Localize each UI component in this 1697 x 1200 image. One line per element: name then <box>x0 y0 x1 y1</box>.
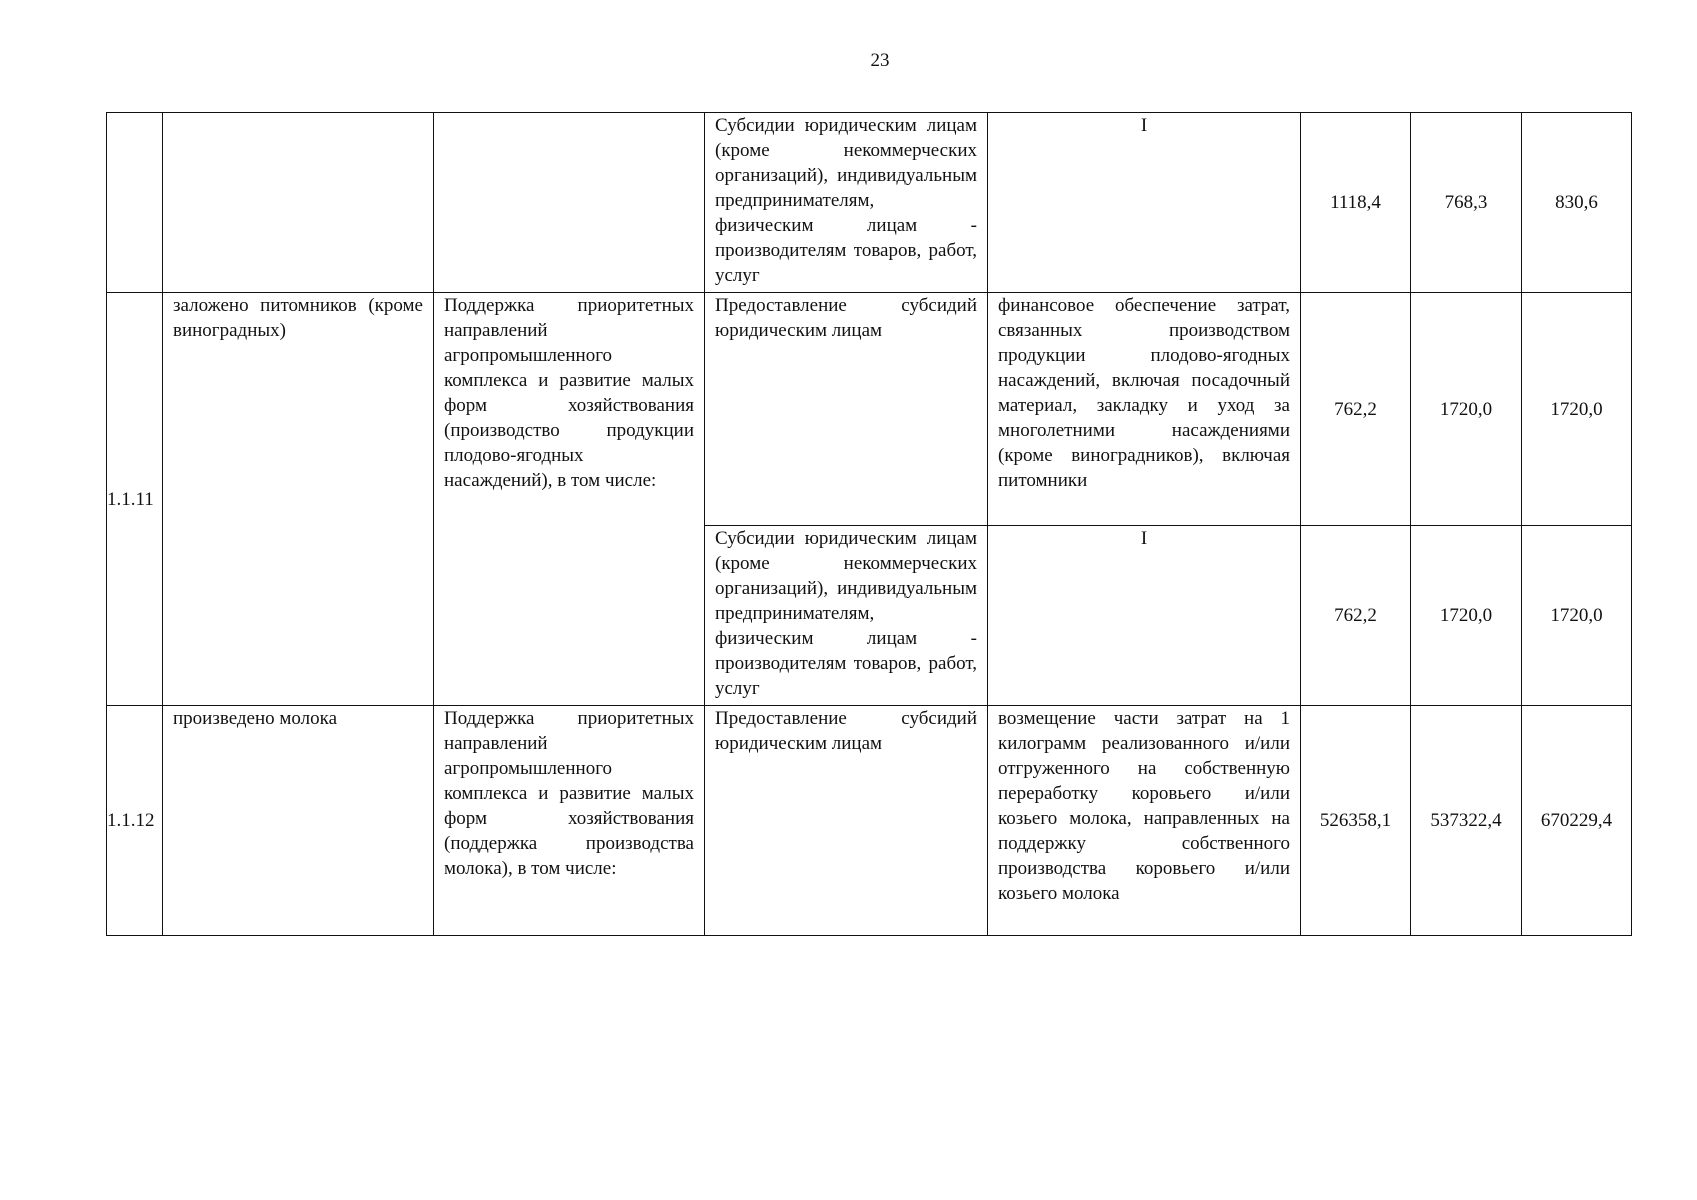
value-cell-2: 768,3 <box>1411 113 1522 293</box>
number-cell <box>107 113 163 293</box>
recipient-cell: Субсидии юридическим лицам (кроме некоммерческих организаций), индивидуальным предпринимателям, физическим лицам - производителям товаров, работ, услуг <box>705 113 988 293</box>
event-cell <box>434 113 705 293</box>
purpose-cell: финансовое обеспечение затрат, связанных производством продукции плодово-ягодных насаждений, включая посадочный материал, закладку и уход за многолетними насаждениями (кроме виноградников), включая питомники <box>988 293 1301 526</box>
indicator-cell: заложено питомников (кроме виноградных) <box>163 293 434 706</box>
value-cell-3: 1720,0 <box>1522 293 1632 526</box>
table-row <box>107 293 1632 526</box>
event-cell: Поддержка приоритетных направлений агропромышленного комплекса и развитие малых форм хозяйствования (производство продукции плодово-ягодных насаждений), в том числе: <box>434 293 705 706</box>
row-number: 1.1.12 <box>107 706 163 936</box>
value-cell-1: 762,2 <box>1301 293 1411 526</box>
value-cell-1: 762,2 <box>1301 526 1411 706</box>
value-cell-1: 1118,4 <box>1301 113 1411 293</box>
recipient-cell: Субсидии юридическим лицам (кроме некоммерческих организаций), индивидуальным предпринимателям, физическим лицам - производителям товаров, работ, услуг <box>705 526 988 706</box>
row-number: 1.1.11 <box>107 293 163 706</box>
subsidy-type-cell: Предоставление субсидий юридическим лицам <box>705 706 988 936</box>
value-cell-3: 670229,4 <box>1522 706 1632 936</box>
value-cell-2: 537322,4 <box>1411 706 1522 936</box>
value-cell-2: 1720,0 <box>1411 526 1522 706</box>
value-cell-2: 1720,0 <box>1411 293 1522 526</box>
event-cell: Поддержка приоритетных направлений агропромышленного комплекса и развитие малых форм хозяйствования (поддержка производства молока), в том числе: <box>434 706 705 936</box>
value-cell-3: 1720,0 <box>1522 526 1632 706</box>
indicator-cell: произведено молока <box>163 706 434 936</box>
indicator-cell <box>163 113 434 293</box>
subsidy-type-cell: Предоставление субсидий юридическим лицам <box>705 293 988 526</box>
value-cell-1: 526358,1 <box>1301 706 1411 936</box>
value-cell-3: 830,6 <box>1522 113 1632 293</box>
table-row <box>107 706 1632 936</box>
table-row <box>107 113 1632 293</box>
code-cell: I <box>988 526 1301 706</box>
code-cell: I <box>988 113 1301 293</box>
page-number: 23 <box>870 50 890 71</box>
budget-table <box>106 112 1632 936</box>
purpose-cell: возмещение части затрат на 1 килограмм реализованного и/или отгруженного на собственную переработку коровьего и/или козьего молока, направленных на поддержку собственного производства коровьего и/или козьего молока <box>988 706 1301 936</box>
